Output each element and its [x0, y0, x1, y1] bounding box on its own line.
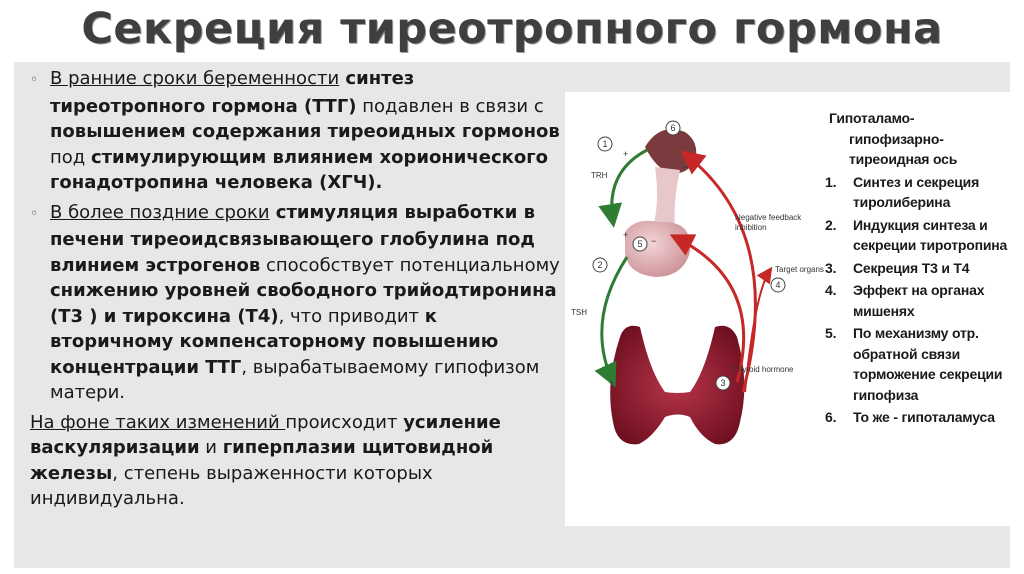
paragraph-1 — [30, 66, 560, 196]
plus-sign: + — [609, 378, 615, 388]
p3-text-3: , степень выраженности которых индивидуальна. — [30, 462, 433, 509]
number-marker-4 — [771, 278, 785, 292]
list-item: 3. Секреция Т3 и Т4 — [825, 259, 970, 276]
axis-legend-list — [825, 172, 1010, 428]
list-item: 1. Синтез и секреция тиролиберина — [825, 173, 980, 210]
p1-bold-1: синтез тиреотропного гормона (ТТГ) — [50, 68, 415, 117]
number-marker-5 — [633, 237, 647, 251]
list-item: 2. Индукция синтеза и секреции тиротропина — [825, 216, 1008, 253]
minus-sign: − — [683, 162, 689, 172]
hpt-axis-diagram — [565, 92, 825, 526]
paragraph-2 — [30, 200, 560, 406]
p2-text-3: , вырабатываемому гипофизом матери. — [50, 356, 540, 403]
p3-text-2: и — [199, 437, 223, 458]
p1-text-1: подавлен в связи с — [356, 95, 544, 117]
svg-text:2: 2 — [597, 260, 603, 270]
p1-underlined: В ранние сроки беременности — [50, 68, 340, 89]
svg-text:3: 3 — [720, 378, 726, 388]
p3-bold-2: гиперплазии щитовидной железы — [30, 437, 494, 484]
trh-arrow — [612, 150, 647, 222]
number-marker-1 — [598, 137, 612, 151]
p3-underlined: На фоне таких изменений — [30, 411, 286, 433]
hypothalamus-shape — [645, 129, 696, 173]
p1-bold-2: повышением содержания тиреоидных гормонов — [50, 121, 560, 142]
svg-text:5: 5 — [637, 239, 643, 249]
svg-text:1: 1 — [602, 139, 608, 149]
plus-sign: + — [623, 230, 629, 240]
p1-bold-3: стимулирующим влиянием хорионического гонадотропина человека (ХГЧ). — [50, 146, 548, 193]
text-column — [30, 66, 560, 516]
pituitary-stalk — [653, 167, 680, 227]
minus-sign: − — [651, 236, 657, 246]
paragraph-3 — [30, 410, 560, 512]
axis-legend — [825, 108, 1010, 430]
number-marker-2 — [593, 258, 607, 272]
p3-text-1: происходит — [285, 411, 404, 433]
p2-text-2: , что приводит — [278, 305, 425, 327]
p2-bold-1: стимуляция выработки в печени тиреоидсвязывающего глобулина под влинием эстрогенов — [50, 201, 536, 276]
label-trh: TRH — [591, 171, 608, 180]
bullet-icon: ◦ — [30, 72, 39, 88]
label-thyroid-hormone: Thyroid hormone — [733, 365, 794, 374]
svg-text:4: 4 — [775, 280, 781, 290]
svg-text:6: 6 — [670, 123, 676, 133]
axis-legend-header: Гипоталамо- гипофизарно- тиреоидная ось — [829, 110, 958, 167]
label-target-organs: Target organs — [775, 265, 824, 274]
list-item: 5. По механизму отр. обратной связи торможение секреции гипофиза — [825, 325, 1003, 403]
p2-bold-3: к вторичному компенсаторному повышению концентрации ТТГ — [50, 305, 499, 378]
p3-bold-1: усиление васкуляризации — [30, 411, 501, 458]
number-marker-6 — [666, 121, 680, 135]
p2-text-1: способствует потенциальному — [260, 254, 560, 276]
p1-text-2: под — [50, 146, 91, 168]
list-item: 4. Эффект на органах мишенях — [825, 282, 985, 319]
label-negative-feedback-2: inhibition — [735, 223, 767, 232]
plus-sign: + — [623, 149, 629, 159]
p2-bold-2: снижению уровней свободного трийодтиронина (Т3 ) и тироксина (Т4) — [50, 280, 557, 327]
slide-title: Секреция тиреотропного гормона — [81, 4, 943, 54]
p2-underlined: В более поздние сроки — [50, 201, 270, 223]
number-marker-3 — [716, 376, 730, 390]
bullet-icon: ◦ — [30, 205, 39, 222]
label-negative-feedback-1: Negative feedback — [735, 213, 802, 222]
list-item: 6. То же - гипоталамуса — [825, 409, 995, 425]
label-tsh: TSH — [571, 308, 587, 317]
